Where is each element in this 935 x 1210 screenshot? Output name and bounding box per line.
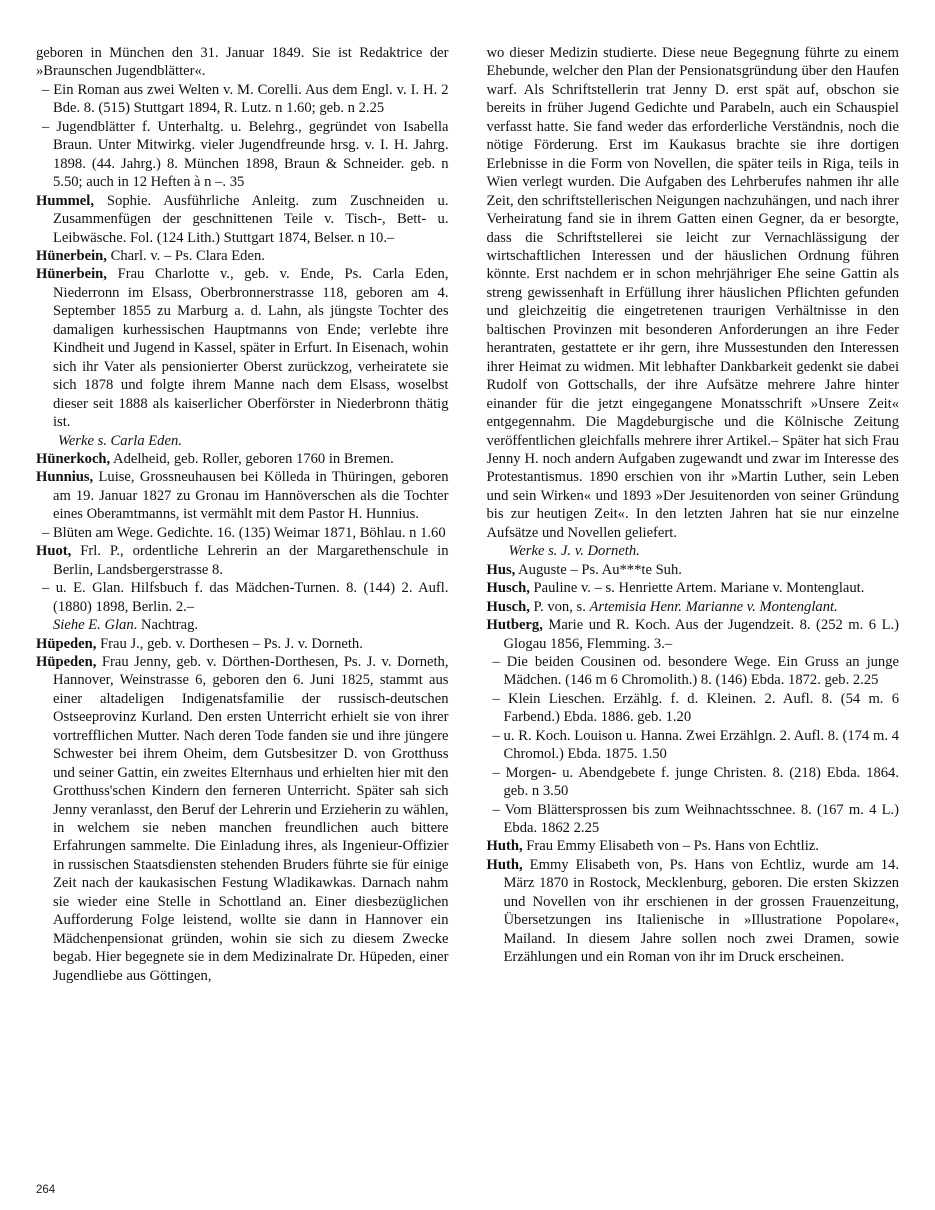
entry-headword: Huot,	[36, 543, 72, 560]
entry-body: Frl. P., ordentliche Lehrerin an der Margarethenschule in Berlin, Landsbergerstrasse 8.	[53, 543, 449, 578]
dictionary-entry	[487, 579, 900, 597]
cross-reference-note: . Nachtrag.	[133, 617, 199, 634]
entry-body: Frau Jenny, geb. v. Dörthen-Dorthesen, Ps. J. v. Dorneth, Hannover, Weinstrasse 6, geboren den 6. Juni 1825, stammt aus einer altadeligen Indigenatsfamilie der russisch-deutschen Ostseeprovinz Kurland. Den ersten Unterricht erhielt sie von ihrer vortrefflichen Mutter. Nach deren Tode fanden sie und ihre jüngere Schwester bei ihrem Oheim, dem Gutsbesitzer D. von Grotthuss und seiner Gattin, ein zweites Elternhaus und erhielten hier mit den Grotthuss'schen Kindern den ferneren Unterricht. Später sah sich Jenny veranlasst, den Beruf der Lehrerin und Erzieherin zu wählen, in welchem sie neben manchen freundlichen auch bittere Erfahrungen sammelte. Die Einladung ihres, als Ingenieur-Offizier in russischen Staatsdiensten stehenden Bruders führte sie für einige Zeit nach der kaukasischen Festung Wladikawkas. Darnach nahm sie wieder eine Stelle in Schottland an. Einer diesbezüglichen Aufforderung Folge leistend, wollte sie dann in Hannover ein Mädchenpensionat gründen, wohin sie sich zu diesem Zwecke begab. Hier begegnete sie in dem Medizinalrate Dr. Hüpeden, einer Jugendliebe aus Göttingen,	[53, 653, 449, 984]
left-column	[36, 44, 449, 1144]
paragraph-continuation: wo dieser Medizin studierte. Diese neue Begegnung führte zu einem Ehebunde, welcher den Plan der Pensionatsgründung über den Haufen warf. Als Schriftstellerin trat Jenny D. erst spät auf, obschon sie bereits in früher Jugend Gedichte und Parabeln, auch ein Schauspiel verfasst hatte. Sie fand weder das erforderliche Verständnis, noch die nötige Förderung. Erst im Kaukasus brachte sie ihre dortigen Erlebnisse in die Form von Novellen, die später teils in Riga, teils in Wien verlegt wurden. Die Aufgaben des Lehrberufes nahmen ihr alle Zeit, den schriftstellerischen Neigungen nachzuhängen, und nach ihrer Verheiratung fand sie in ihrem Gatten einen Gegner, da er besorgte, dass die Schriftstellerei sie leicht zur Vernachlässigung der wirtschaftlichen Interessen und der häuslichen Ordnung führen könnte. Erst nachdem er in schon mehrjähriger Ehe seine Gattin als streng gewissenhaft in Erfüllung ihrer häuslichen Pflichten gefunden und gleichzeitig die eingetretenen traurigen Verhältnisse in den baltischen Provinzen mit besonderen Anforderungen an ihre Feder herantraten, gestattete er ihr gern, ihre Mussestunden den Interessen ihrer Heimat zu widmen. Mit lebhafter Dankbarkeit gedenkt sie dabei Rudolf von Gottschalls, der ihre Aufsätze mehrere Jahre hinter einander für die jetzt eingegangene Monatsschrift »Unsere Zeit« entgegennahm. Die Magdeburgische und die Kölnische Zeitung veröffentlichen gleichfalls mehrere ihrer Artikel.– Später hat sich Frau Jenny H. noch andern Aufgaben zugewandt und zwar im Interesse des Protestantismus. 1890 erschien von ihr »Martin Luther, sein Leben und sein Wirken« und 1893 »Der Jesuitenorden von seiner Gründung bis zur heutigen Zeit«. In den letzten Jahren hat sie nur einzelne Aufsätze und Novellen geliefert.	[486, 45, 899, 541]
entry-body: Adelheid, geb. Roller, geboren 1760 in Bremen.	[110, 450, 394, 467]
werke-reference: Werke s. J. v. Dorneth.	[508, 543, 640, 560]
entry-headword: Hus,	[486, 561, 516, 578]
dictionary-entry	[36, 247, 449, 265]
work-list-item: – Morgen- u. Abendgebete f. junge Christen. 8. (218) Ebda. 1864. geb. n 3.50	[492, 764, 899, 800]
paragraph-continuation: geboren in München den 31. Januar 1849. Sie ist Redaktrice der »Braunschen Jugendblätter«.	[36, 45, 449, 80]
entry-headword: Hunnius,	[36, 469, 94, 486]
entry-headword: Husch,	[486, 598, 530, 615]
cross-reference-target: Artemisia Henr. Marianne v. Montenglant.	[589, 598, 838, 615]
dictionary-entry	[487, 616, 900, 653]
dictionary-entry	[36, 265, 449, 431]
work-list-item: – Ein Roman aus zwei Welten v. M. Corelli. Aus dem Engl. v. I. H. 2 Bde. 8. (515) Stuttgart 1894, R. Lutz. n 1.60; geb. n 2.25	[42, 81, 449, 117]
entry-body: Charl. v. – Ps. Clara Eden.	[106, 247, 265, 264]
entry-headword: Huth,	[486, 838, 523, 855]
work-list-item: – Blüten am Wege. Gedichte. 16. (135) Weimar 1871, Böhlau. n 1.60	[42, 524, 446, 541]
entry-headword: Hüpeden,	[36, 653, 97, 670]
dictionary-entry	[36, 653, 449, 985]
entry-body: Frau Emmy Elisabeth von – Ps. Hans von Echtliz.	[522, 838, 819, 855]
dictionary-entry	[36, 468, 449, 523]
dictionary-entry	[36, 542, 449, 579]
work-list-item: – u. E. Glan. Hilfsbuch f. das Mädchen-Turnen. 8. (144) 2. Aufl. (1880) 1898, Berlin. 2.–	[42, 580, 449, 615]
dictionary-entry	[487, 598, 900, 616]
entry-body: Emmy Elisabeth von, Ps. Hans von Echtliz, wurde am 14. März 1870 in Rostock, Mecklenburg, geboren. Die ersten Skizzen und Novellen von ihr erschienen in der grossen Frauenzeitung, Übersetzungen ins Italienische in »Illustratione Popolare«, Mailand. In diesem Jahre sollen noch zwei Dramen, sowie Erzählungen und ein Roman von ihr im Druck erscheinen.	[503, 856, 899, 966]
entry-body: Pauline v. – s. Henriette Artem. Mariane v. Montenglaut.	[529, 580, 865, 597]
work-list-item: – u. R. Koch. Louison u. Hanna. Zwei Erzählgn. 2. Aufl. 8. (174 m. 4 Chromol.) Ebda. 1875. 1.50	[492, 727, 899, 763]
entry-headword: Hummel,	[36, 192, 94, 209]
work-list-item: – Vom Blättersprossen bis zum Weihnachtsschnee. 8. (167 m. 4 L.) Ebda. 1862 2.25	[492, 801, 899, 837]
cross-reference	[36, 616, 449, 634]
entry-body: Marie und R. Koch. Aus der Jugendzeit. 8. (252 m. 6 L.) Glogau 1856, Flemming. 3.–	[503, 617, 899, 652]
entry-headword: Hutberg,	[486, 617, 543, 634]
two-column-body	[36, 44, 899, 1144]
dictionary-entry	[487, 837, 900, 855]
work-list-item: – Klein Lieschen. Erzählg. f. d. Kleinen. 2. Aufl. 8. (54 m. 6 Farbend.) Ebda. 1886. geb. 1.20	[492, 690, 899, 726]
entry-headword: Huth,	[486, 856, 523, 873]
dictionary-entry	[487, 561, 900, 579]
dictionary-entry	[36, 192, 449, 247]
page-number: 264	[36, 1184, 56, 1196]
entry-body: Sophie. Ausführliche Anleitg. zum Zuschneiden u. Zusammenfügen der geschnittenen Teile v. Tisch-, Bett- u. Leibwäsche. Fol. (124 Lith.) Stuttgart 1874, Belser. n 10.–	[53, 192, 449, 246]
entry-headword: Husch,	[486, 580, 530, 597]
entry-headword: Hüpeden,	[36, 635, 97, 652]
dictionary-entry	[36, 450, 449, 468]
dictionary-entry	[36, 635, 449, 653]
work-list-item: – Jugendblätter f. Unterhaltg. u. Belehrg., gegründet von Isabella Braun. Unter Mitwirkg. vieler Jugendfreunde hrsg. v. I. H. Jahrg. 1898. (44. Jahrg.) 8. München 1898, Braun & Schneider. geb. n 5.50; auch in 12 Heften à n –. 35	[42, 118, 449, 191]
dictionary-entry	[487, 856, 900, 967]
cross-reference-target: Siehe E. Glan	[53, 617, 134, 634]
right-column	[487, 44, 900, 1144]
entry-body: Auguste – Ps. Au***te Suh.	[515, 561, 682, 578]
entry-headword: Hünerbein,	[36, 247, 107, 264]
entry-headword: Hünerkoch,	[36, 450, 111, 467]
entry-headword: Hünerbein,	[36, 266, 107, 283]
entry-body: Frau Charlotte v., geb. v. Ende, Ps. Carla Eden, Niederronn im Elsass, Oberbronnerstrasse 118, geboren am 4. September 1855 zu Marburg a. d. Lahn, als jüngste Tochter des damaligen kurhessischen Hauptmanns von Ende; verlebte ihre Kindheit und Jugend in Kassel, später in Erfurt. In Eisenach, wohin sich ihr Vater als pensionierter Oberst zurückzog, verheiratete sie sich 1878 und folgte ihrem Manne nach dem Elsass, woselbst dieser seit 1888 als kaiserlicher Oberförster in Niederbronn thätig ist.	[53, 266, 449, 431]
work-list-item: – Die beiden Cousinen od. besondere Wege. Ein Gruss an junge Mädchen. (146 m 6 Chromolith.) 8. (146) Ebda. 1872. geb. 2.25	[492, 653, 899, 689]
entry-body: P. von, s.	[529, 598, 590, 615]
entry-body: Luise, Grossneuhausen bei Kölleda in Thüringen, geboren am 19. Januar 1827 zu Gronau im Hannöverschen als die Tochter eines Oberamtmanns, ist vermählt mit dem Pastor H. Hunnius.	[53, 469, 449, 523]
werke-reference: Werke s. Carla Eden.	[58, 432, 182, 449]
entry-body: Frau J., geb. v. Dorthesen – Ps. J. v. Dorneth.	[96, 635, 363, 652]
